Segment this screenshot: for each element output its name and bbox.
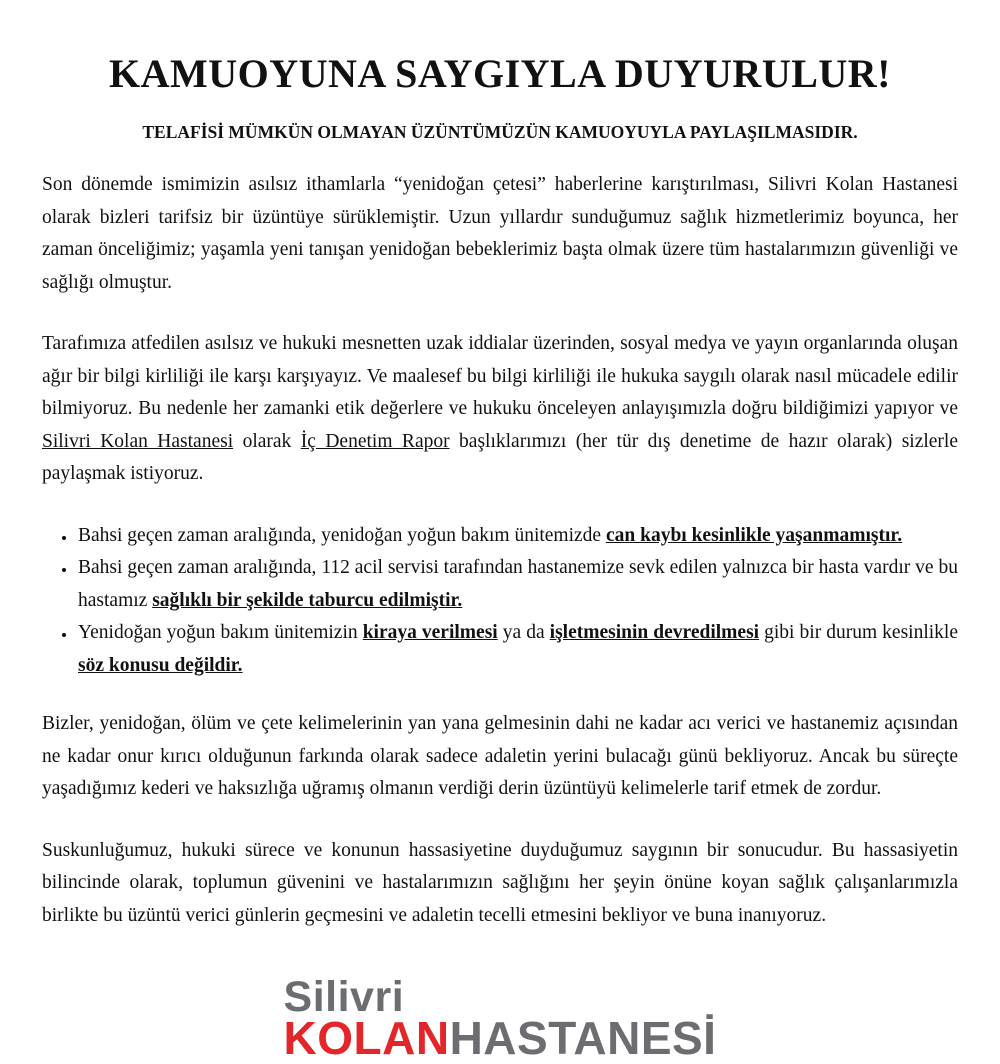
bullet-item-discharged-patient: • Bahsi geçen zaman aralığında, 112 acil servisi tarafından hastanemize sevk edilen yalnızca bir hasta vardır ve bu hastamız sağlıklı bir şekilde taburcu edilmiştir. <box>76 552 958 617</box>
logo-brand-red: KOLAN <box>283 1012 450 1064</box>
paragraph-silence: Suskunluğumuz, hukuki sürece ve konunun hassasiyetine duyduğumuz saygının bir sonucudur. Bu hassasiyetin bilincinde olarak, toplumun güvenini ve hastalarımızın sağlığını her şeyin önüne koyan sağlık çalışanlarımızla birlikte bu üzüntü verici günlerin geçmesini ve adaletin tecelli etmesini bekliyor ve buna inanıyoruz. <box>42 839 958 926</box>
announcement-title: KAMUOYUNA SAYGIYLA DUYURULUR! <box>109 51 891 96</box>
announcement-subtitle: TELAFİSİ MÜMKÜN OLMAYAN ÜZÜNTÜMÜZÜN KAMUOYUYLA PAYLAŞILMASIDIR. <box>142 122 858 142</box>
bullet-list <box>42 520 958 683</box>
logo-brand-text <box>283 1012 717 1064</box>
bullet-item-no-lease: • Yenidoğan yoğun bakım ünitemizin kiraya verilmesi ya da işletmesinin devredilmesi gibi bir durum kesinlikle söz konusu değildir. <box>76 617 958 682</box>
logo-city-text: Silivri <box>283 973 405 1021</box>
paragraph-sorrow: Bizler, yenidoğan, ölüm ve çete kelimelerinin yan yana gelmesinin dahi ne kadar acı verici ve hastanemiz açısından ne kadar onur kırıcı olduğunun farkında olarak sadece adaletin yerini bulacağı günü bekliyoruz. Ancak bu süreçte yaşadığımız kederi ve haksızlığa uğramış olmanın verdiği derin üzüntüyü kelimelerle tarif etmek de zordur. <box>42 713 958 799</box>
bullet-item-no-deaths: • Bahsi geçen zaman aralığında, yenidoğan yoğun bakım ünitemizde can kaybı kesinlikle yaşanmamıştır. <box>76 520 958 553</box>
paragraph-intro: Son dönemde ismimizin asılsız ithamlarla “yenidoğan çetesi” haberlerine karıştırılması, Silivri Kolan Hastanesi olarak bizleri tarifsiz bir üzüntüye sürüklemiştir. Uzun yıllardır sunduğumuz sağlık hizmetlerimiz boyunca, her zaman önceliğimiz; yaşamla yeni tanışan yenidoğan bebeklerimiz başta olmak üzere tüm hastalarımızın güvenliği ve sağlığı olmuştur. <box>42 174 958 293</box>
paragraph-claims: Tarafımıza atfedilen asılsız ve hukuki mesnetten uzak iddialar üzerinden, sosyal medya ve yayın organlarında oluşan ağır bir bilgi kirliliği ile karşı karşıyayız. Ve maalesef bu bilgi kirliliği ile hukuka saygılı olarak nasıl mücadele edilir bilmiyoruz. Bu nedenle her zamanki etik değerlere ve hukuku önceleyen anlayışımızla doğru bildiğimizi yapıyor ve Silivri Kolan Hastanesi olarak İç Denetim Rapor başlıklarımızı (her tür dış denetime de hazır olarak) sizlerle paylaşmak istiyoruz. <box>42 333 958 484</box>
hospital-logo <box>42 973 958 1064</box>
logo-brand-gray: HASTANESİ <box>449 1012 717 1064</box>
